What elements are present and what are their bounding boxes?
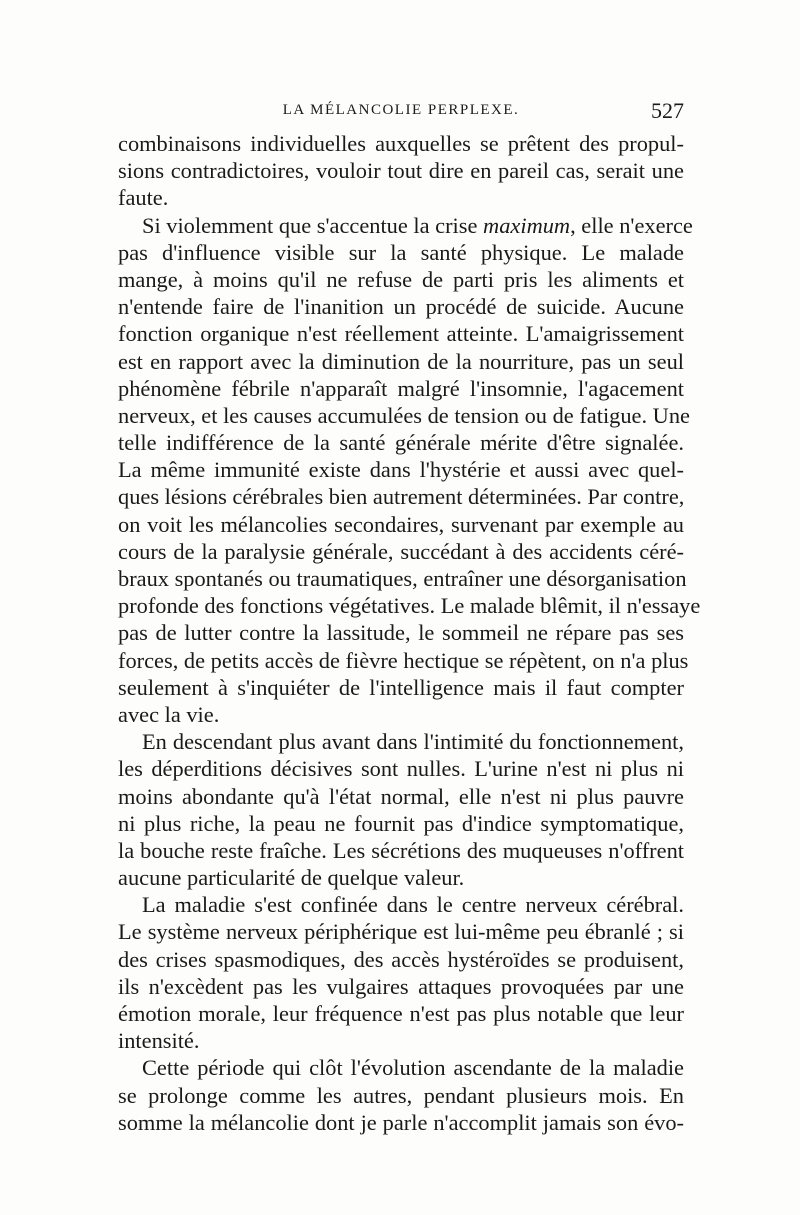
text-line: n'entende faire de l'inanition un procédé de suicide. Aucune xyxy=(118,294,684,320)
text-line: Cette période qui clôt l'évolution ascendante de la maladie xyxy=(142,1055,684,1081)
text-line: phénomène fébrile n'apparaît malgré l'insomnie, l'agacement xyxy=(118,375,684,401)
text-line xyxy=(118,212,693,239)
text-line: ques lésions cérébrales bien autrement déterminées. Par contre, xyxy=(118,484,685,510)
text-line: aucune particularité de quelque valeur. xyxy=(118,865,465,891)
text-line: ils n'excèdent pas les vulgaires attaques provoquées par une xyxy=(118,973,684,999)
text-line: est en rapport avec la diminution de la nourriture, pas un seul xyxy=(118,348,684,374)
text-line: moins abondante qu'à l'état normal, elle n'est ni plus pauvre xyxy=(118,783,684,809)
page-header xyxy=(118,98,684,128)
text-line: mange, à moins qu'il ne refuse de parti pris les aliments et xyxy=(118,266,684,292)
text-fragment: Si violemment que s'accentue la crise xyxy=(142,212,478,238)
text-line: En descendant plus avant dans l'intimité du fonctionnement, xyxy=(142,729,684,755)
text-line: fonction organique n'est réellement atteinte. L'amaigrissement xyxy=(118,321,684,347)
text-line: profonde des fonctions végétatives. Le malade blêmit, il n'essaye xyxy=(118,593,701,619)
text-line: sions contradictoires, vouloir tout dire en pareil cas, serait une xyxy=(118,158,684,184)
text-line: les déperditions décisives sont nulles. L'urine n'est ni plus ni xyxy=(118,756,684,782)
text-line: cours de la paralysie générale, succédant à des accidents céré- xyxy=(118,538,684,564)
text-line: forces, de petits accès de fièvre hectique se répètent, on n'a plus xyxy=(118,647,689,673)
running-title: LA MÉLANCOLIE PERPLEXE. xyxy=(282,102,520,118)
text-line: seulement à s'inquiéter de l'intelligence mais il faut compter xyxy=(118,674,684,700)
text-line: somme la mélancolie dont je parle n'accomplit jamais son évo- xyxy=(118,1109,684,1135)
text-line: telle indifférence de la santé générale mérite d'être signalée. xyxy=(118,430,684,456)
text-line: on voit les mélancolies secondaires, survenant par exemple au xyxy=(118,511,684,537)
text-line: La même immunité existe dans l'hystérie et aussi avec quel- xyxy=(118,457,684,483)
page-number: 527 xyxy=(651,98,684,123)
text-line: intensité. xyxy=(118,1028,200,1054)
text-line: pas de lutter contre la lassitude, le sommeil ne répare pas ses xyxy=(118,620,684,646)
text-line: Le système nerveux périphérique est lui-même peu ébranlé ; si xyxy=(118,919,684,945)
text-line: pas d'influence visible sur la santé physique. Le malade xyxy=(118,239,684,265)
text-line: faute. xyxy=(118,185,169,211)
text-line: ni plus riche, la peau ne fournit pas d'indice symptomatique, xyxy=(118,810,684,836)
text-line: braux spontanés ou traumatiques, entraîner une désorganisation xyxy=(118,566,687,591)
text-fragment: , elle n'exerce xyxy=(570,212,693,238)
body-text xyxy=(118,130,701,1136)
text-line: La maladie s'est confinée dans le centre nerveux cérébral. xyxy=(142,892,684,918)
text-line: émotion morale, leur fréquence n'est pas plus notable que leur xyxy=(118,1001,684,1026)
text-line: des crises spasmodiques, des accès hystéroïdes se produisent, xyxy=(118,946,684,972)
text-line: se prolonge comme les autres, pendant plusieurs mois. En xyxy=(118,1082,684,1108)
text-line: combinaisons individuelles auxquelles se prêtent des propul- xyxy=(118,131,684,156)
text-line: la bouche reste fraîche. Les sécrétions des muqueuses n'offrent xyxy=(118,837,684,863)
italic-term: maximum xyxy=(483,212,571,238)
text-line: nerveux, et les causes accumulées de tension ou de fatigue. Une xyxy=(118,402,690,428)
text-line: avec la vie. xyxy=(118,701,220,727)
